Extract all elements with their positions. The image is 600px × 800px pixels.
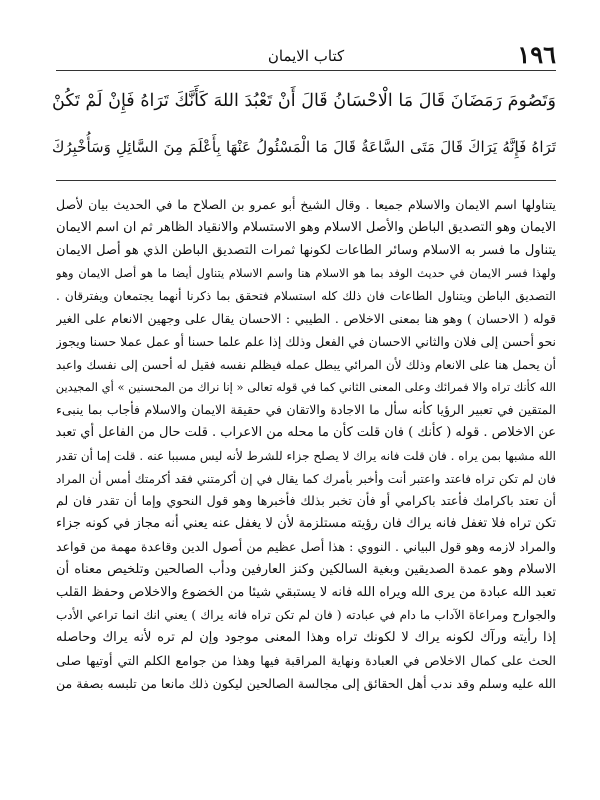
header-rule xyxy=(56,70,556,71)
commentary-line: أن تعتد باكرامك فأعتد باكرامي أو فأن تخبر بذلك فأخبرها وهو قول النحوي وإما أن تقدر فان لم xyxy=(56,493,556,509)
commentary-line: الله عليه وسلم وقد ندب أهل الحقائق إلى مجالسة الصالحين ليكون ذلك مانعا من تلبسه بصفة من xyxy=(56,675,556,691)
page-number: ١٩٦ xyxy=(517,40,556,69)
commentary-line: الايمان وهو التصديق الباطن والأصل الاسلام وهو الاستسلام والانقياد الظاهر ثم ان اسم الايمان xyxy=(56,219,556,235)
section-divider xyxy=(56,180,556,181)
commentary-line: يتناول ما فسر به الاسلام وسائر الطاعات لكونها ثمرات التصديق الباطن الذي هو أصل الايمان xyxy=(56,242,556,258)
hadith-text xyxy=(52,78,556,170)
commentary-line: تكن تراه فلا تغفل فانه يراك فان رؤيته مستلزمة لأن لا يغفل عنه يعني أنه مجاز في كونه جزاء xyxy=(56,516,556,532)
commentary-line: تعبد الله عبادة من يرى الله ويراه الله فانه لا يستبقي شيئا من الخضوع والاخلاص وحفظ القلب xyxy=(56,584,556,600)
hadith-line: تَرَاهُ فَإِنَّهُ يَرَاكَ قَالَ مَتَى السَّاعَةُ قَالَ مَا الْمَسْئُولُ عَنْهَا بِأَعْلَمَ مِنَ السَّائِلِ وَسَأُخْبِرُكَ xyxy=(52,138,556,156)
commentary-line: يتناولها اسم الايمان والاسلام جميعا . وقال الشيخ أبو عمرو بن الصلاح ما في الحديث بيان لأصل xyxy=(56,197,556,212)
commentary-line: والجوارح ومراعاة الآداب ما دام في عبادته ( فان لم تكن تراه فانه يراك ) يعني انك انما تراعي الأدب xyxy=(56,608,556,623)
commentary-line: أن يحمل هنا على الانعام وذلك لأن المرائي يبطل عمله فيظلم نفسه فقيل له أحسن إلى نفسك واعبد xyxy=(56,357,556,372)
commentary-line: عن الاخلاص . قوله ( كأنك ) فان قلت كأن ما محله من الاعراب . قلت حال من الفاعل أي تعبد xyxy=(56,424,556,440)
commentary-line: فان لم تكن تراه فاعتد واعتبر أنت وأخبر بأمرك كما يقال في إن أكرمتني فقد أكرمتك أمس أن المراد xyxy=(56,471,556,486)
commentary-line: الاسلام وهو عمدة الصديقين وبغية السالكين وكنز العارفين ودأب الصالحين وتلخيص معناه أن xyxy=(56,561,556,577)
page-header xyxy=(56,40,556,70)
commentary-text xyxy=(56,194,556,696)
commentary-line: المتقين في تعبير الرؤيا كأنه سأل ما الاجادة والاتقان في حقيقة الايمان والاسلام فأجاب بما ينبىء xyxy=(56,402,556,418)
running-head: كتاب الايمان xyxy=(267,47,345,65)
commentary-line: ولهذا فسر الايمان في حديث الوفد بما هو الاسلام هنا واسم الاسلام يتناول أيضا ما هو أصل الايمان وهو xyxy=(56,266,556,281)
commentary-line: الله كأنك تراه والا فمرائك وعلى المعنى الثاني كما في قوله تعالى « إنا نراك من المحسنين » أي المجيدين xyxy=(56,380,556,395)
commentary-line: قوله ( الاحسان ) وهو هنا بمعنى الاخلاص . الطيبي : الاحسان يقال على وجهين الانعام على الغير xyxy=(56,310,556,326)
commentary-line: الله مشبها بمن يراه . فان قلت فانه يراك لا يصلح جزاء للشرط لأنه ليس مسببا عنه . قلت إما أن تقدر xyxy=(56,448,556,463)
commentary-line: الحث على كمال الاخلاص في العبادة ونهاية المراقبة فيها وهذا من جوامع الكلم التي أوتيها صلى xyxy=(56,652,556,668)
commentary-line: إذا رأيته ورآك لكونه يراك لا لكونك تراه وهذا المعنى موجود وإن لم تره لأنه يراك وحاصله xyxy=(56,630,556,646)
hadith-line: وَتَصُومَ رَمَضَانَ قَالَ مَا الْاحْسَانُ قَالَ أَنْ تَعْبُدَ اللهَ كَأَنَّكَ تَرَاهُ فَإِنْ لَمْ تَكُنْ xyxy=(52,91,556,111)
commentary-line: التصديق الباطن ويتناول الطاعات فان ذلك كله استسلام فتحقق بما ذكرنا أنهما يجتمعان ويفترقان . xyxy=(56,289,556,304)
commentary-line: نحو أحسن إلى فلان والثاني الاحسان في الفعل وذلك إذا علم علما حسنا أو عمل عملا حسنا ويجوز xyxy=(56,333,556,349)
commentary-line: والمراد لازمه وهو قول البياني . النووي : هذا أصل عظيم من أصول الدين وقاعدة مهمة من قواعد xyxy=(56,538,556,554)
